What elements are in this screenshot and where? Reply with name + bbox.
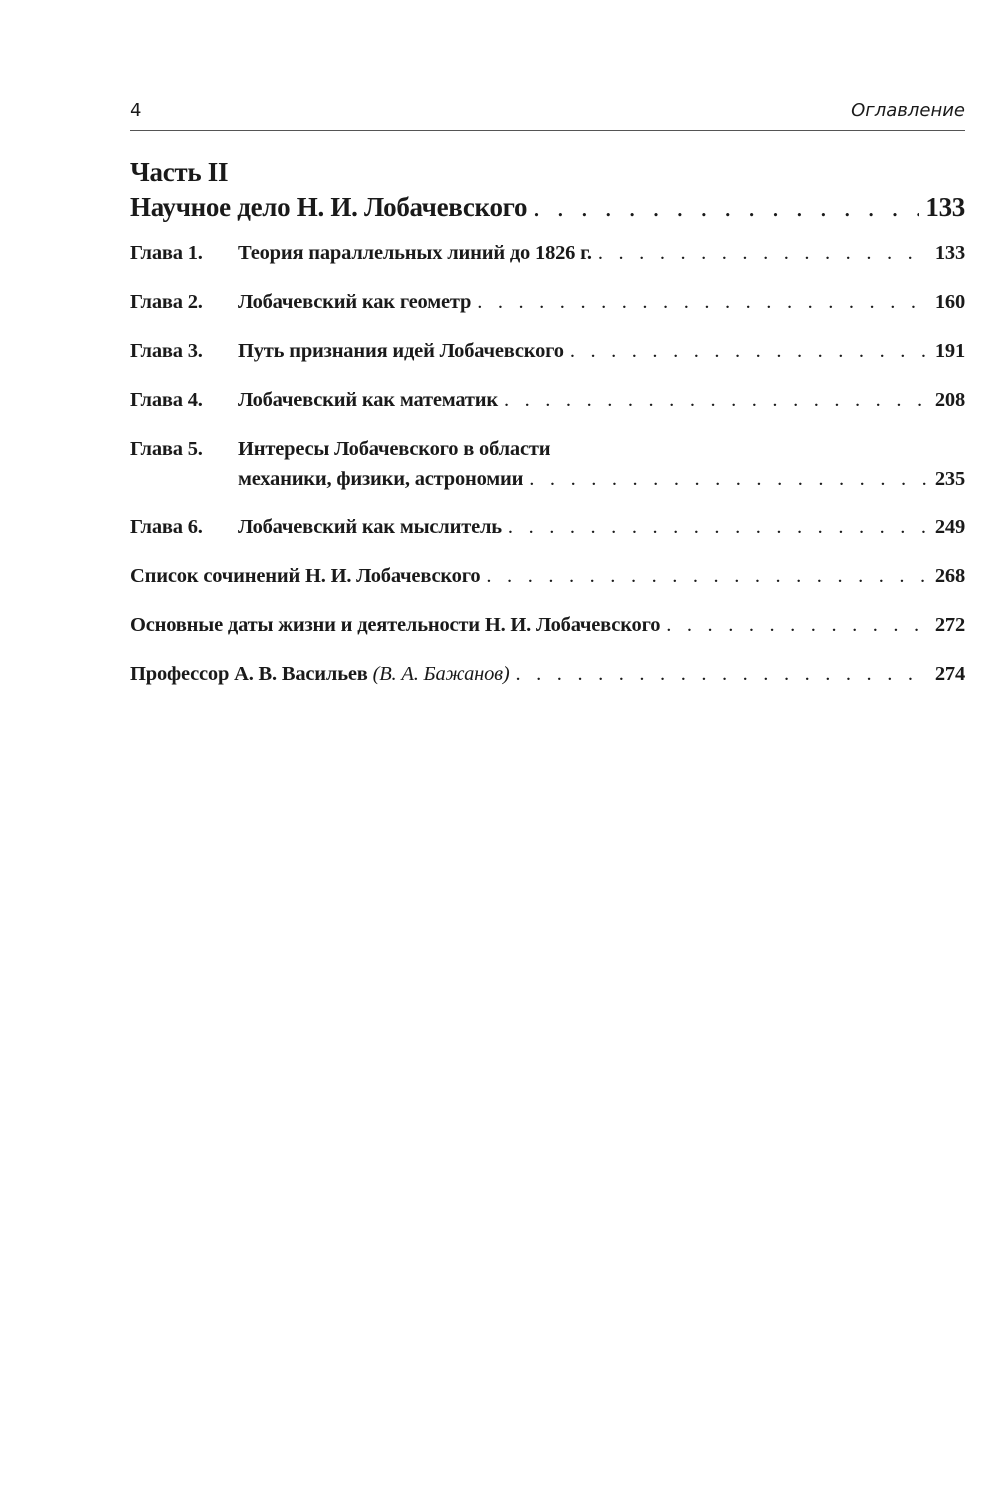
entry-title: Лобачевский как математик — [238, 389, 498, 411]
toc-entry-life-dates[interactable] — [130, 610, 965, 659]
dot-leader — [529, 464, 929, 494]
toc-entry-chapter-4[interactable] — [130, 385, 965, 434]
running-title: Оглавление — [851, 100, 965, 121]
dot-leader — [508, 512, 929, 542]
toc-entry-part[interactable] — [130, 189, 965, 225]
dot-leader — [533, 189, 919, 225]
running-header — [130, 98, 965, 131]
entry-title: Лобачевский как геометр — [238, 291, 472, 313]
entry-page: 160 — [934, 291, 965, 313]
toc-entry-chapter-6[interactable] — [130, 512, 965, 561]
entry-title: Теория параллельных линий до 1826 г. — [238, 242, 592, 264]
dot-leader — [516, 659, 929, 689]
entry-title: Научное дело Н. И. Лобачевского — [130, 192, 528, 222]
dot-leader — [504, 385, 929, 415]
entry-title-line-2: механики, физики, астрономии — [238, 468, 524, 490]
entry-page: 274 — [934, 663, 965, 685]
toc-entry-works-list[interactable] — [130, 561, 965, 610]
toc-entry-chapter-1[interactable] — [130, 238, 965, 287]
part-label: Часть II — [130, 157, 229, 187]
entry-title-line-1: Интересы Лобачевского в области — [238, 438, 551, 460]
toc-entry-chapter-5[interactable] — [130, 434, 965, 512]
toc-entry-vasiliev[interactable] — [130, 659, 965, 708]
dot-leader — [666, 610, 929, 640]
dot-leader — [598, 238, 929, 268]
chapter-label: Глава 1. — [130, 242, 203, 264]
entry-page: 235 — [934, 468, 965, 490]
entry-title: Профессор А. В. Васильев — [130, 663, 368, 685]
entry-title: Лобачевский как мыслитель — [238, 516, 502, 538]
entry-page: 268 — [934, 565, 965, 587]
chapter-label: Глава 6. — [130, 516, 203, 538]
entry-title: Список сочинений Н. И. Лобачевского — [130, 565, 481, 587]
page-number: 4 — [130, 100, 142, 121]
entry-title: Путь признания идей Лобачевского — [238, 340, 564, 362]
dot-leader — [570, 336, 929, 366]
table-of-contents — [130, 155, 965, 708]
entry-page: 133 — [934, 242, 965, 264]
chapter-label: Глава 2. — [130, 291, 203, 313]
toc-entry-chapter-3[interactable] — [130, 336, 965, 385]
entry-page: 249 — [934, 516, 965, 538]
dot-leader — [477, 287, 929, 317]
chapter-label: Глава 3. — [130, 340, 203, 362]
entry-page: 272 — [934, 614, 965, 636]
toc-entry-chapter-2[interactable] — [130, 287, 965, 336]
entry-page: 208 — [934, 389, 965, 411]
entry-author: (В. А. Бажанов) — [372, 663, 510, 685]
entry-title: Основные даты жизни и деятельности Н. И. Лобачевского — [130, 614, 661, 636]
entry-page: 191 — [934, 340, 965, 362]
entry-page: 133 — [925, 192, 965, 222]
chapter-label: Глава 5. — [130, 438, 203, 460]
dot-leader — [486, 561, 928, 591]
chapter-label: Глава 4. — [130, 389, 203, 411]
